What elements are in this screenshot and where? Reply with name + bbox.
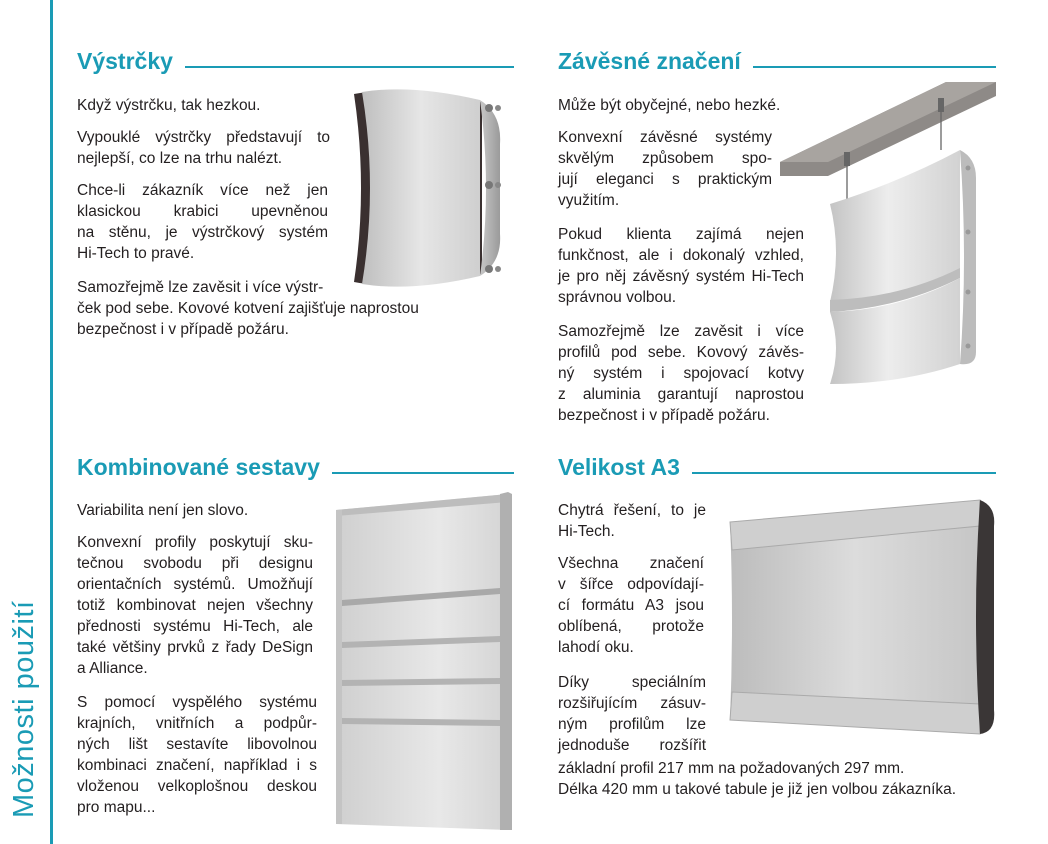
heading-zavesne-text: Závěsné značení xyxy=(558,48,741,74)
text-line: tečnou svobodu při designu xyxy=(77,555,313,572)
text-line: je pro něj závěsný systém Hi-Tech xyxy=(558,268,804,285)
heading-rule xyxy=(692,472,996,474)
text-line: Hi-Tech. xyxy=(558,523,615,540)
a3-p1 xyxy=(558,500,706,542)
heading-a3 xyxy=(558,454,996,481)
text-line: jují eleganci s praktickým xyxy=(558,171,772,188)
kombinovane-p2 xyxy=(77,532,313,679)
heading-kombinovane-text: Kombinované sestavy xyxy=(77,454,320,480)
text-line: pro mapu... xyxy=(77,799,156,816)
text-line: na stěnu, je výstrčkový systém xyxy=(77,224,328,241)
text-line: ných lišt sestavíte libovolnou xyxy=(77,736,317,753)
text-line: základní profil 217 mm na požadovaných 297 mm. xyxy=(558,760,905,777)
text-line: Hi-Tech to pravé. xyxy=(77,245,195,262)
text-line: Konvexní závěsné systémy xyxy=(558,129,772,146)
text-line: totiž kombinovat nejen všechny xyxy=(77,597,313,614)
text-line: Samozřejmě lze zavěsit i více xyxy=(558,323,804,340)
vystrcky-p2 xyxy=(77,127,330,169)
text-line: přednosti systému Hi-Tech, ale xyxy=(77,618,313,635)
text-line: funkčnost, ale i dokonalý vzhled, xyxy=(558,247,804,264)
text-line: Díky speciálním xyxy=(558,674,706,691)
text-line: Konvexní profily poskytují sku- xyxy=(77,534,313,551)
a3-p2 xyxy=(558,553,704,658)
vystrcky-p1 xyxy=(77,95,261,116)
text-line: Když výstrčku, tak hezkou. xyxy=(77,97,261,114)
a3-p3-continued xyxy=(558,758,956,800)
combined-panel-board-image xyxy=(332,492,518,832)
text-line: Chytrá řešení, to je xyxy=(558,502,706,519)
heading-rule xyxy=(185,66,514,68)
text-line: oblíbená, protože xyxy=(558,618,704,635)
text-line: také většiny prvků z řady DeSign xyxy=(77,639,313,656)
sidebar xyxy=(0,0,52,844)
text-line: profilů pod sebe. Kovový závěs- xyxy=(558,344,804,361)
text-line: Může být obyčejné, nebo hezké. xyxy=(558,97,781,114)
curved-wall-sign-image xyxy=(352,84,504,294)
text-line: cí formátu A3 jsou xyxy=(558,597,704,614)
text-line: Pokud klienta zajímá nejen xyxy=(558,226,804,243)
text-line: bezpečnost i v případě požáru. xyxy=(558,407,770,424)
text-line: skvělým způsobem spo- xyxy=(558,150,772,167)
heading-a3-text: Velikost A3 xyxy=(558,454,680,480)
heading-zavesne xyxy=(558,48,996,75)
text-line: krajních, vnitřních a podpůr- xyxy=(77,715,317,732)
kombinovane-p3 xyxy=(77,692,317,818)
text-line: ný systém i spojovací kotvy xyxy=(558,365,804,382)
suspended-ceiling-sign-image xyxy=(780,82,998,392)
text-line: lahodí oku. xyxy=(558,639,634,656)
text-line: klasickou krabici upevněnou xyxy=(77,203,328,220)
heading-rule xyxy=(753,66,996,68)
zavesne-p2 xyxy=(558,127,772,211)
text-line: v šířce odpovídají- xyxy=(558,576,704,593)
text-line: rozšiřujícím zásuv- xyxy=(558,695,706,712)
text-line: vloženou velkoplošnou deskou xyxy=(77,778,317,795)
text-line: orientačních systémů. Umožňují xyxy=(77,576,313,593)
text-line: správnou volbou. xyxy=(558,289,677,306)
zavesne-p1 xyxy=(558,95,780,116)
text-line: nejlepší, co lze na trhu nalézt. xyxy=(77,150,283,167)
heading-kombinovane xyxy=(77,454,514,481)
kombinovane-p1 xyxy=(77,500,248,521)
text-line: a Alliance. xyxy=(77,660,148,677)
text-line: využitím. xyxy=(558,192,620,209)
heading-rule xyxy=(332,472,514,474)
a3-p3 xyxy=(558,672,706,756)
text-line: jednoduše rozšířit xyxy=(558,737,706,754)
sidebar-divider xyxy=(50,0,53,844)
text-line: ným profilům lze xyxy=(558,716,706,733)
text-line: Délka 420 mm u takové tabule je již jen volbou zákazníka. xyxy=(558,781,957,798)
zavesne-p3 xyxy=(558,224,804,308)
text-line: S pomocí vyspělého systému xyxy=(77,694,317,711)
sidebar-title: Možnosti použití xyxy=(8,600,40,818)
heading-vystrcky-text: Výstrčky xyxy=(77,48,173,74)
text-line: Vypouklé výstrčky představují to xyxy=(77,129,330,146)
vystrcky-p3 xyxy=(77,180,328,264)
text-line: z aluminia garantují naprostou xyxy=(558,386,804,403)
a3-wall-sign-image xyxy=(724,496,996,740)
zavesne-p4 xyxy=(558,321,804,426)
text-line: Chce-li zákazník více než jen xyxy=(77,182,328,199)
heading-vystrcky xyxy=(77,48,514,75)
text-line: ček pod sebe. Kovové kotvení zajišťuje naprostou xyxy=(77,300,419,317)
text-line: Variabilita není jen slovo. xyxy=(77,502,249,519)
text-line: kombinaci značení, například i s xyxy=(77,757,317,774)
text-line: Samozřejmě lze zavěsit i více výstr- xyxy=(77,279,324,296)
text-line: Všechna značení xyxy=(558,555,704,572)
text-line: bezpečnost i v případě požáru. xyxy=(77,321,289,338)
